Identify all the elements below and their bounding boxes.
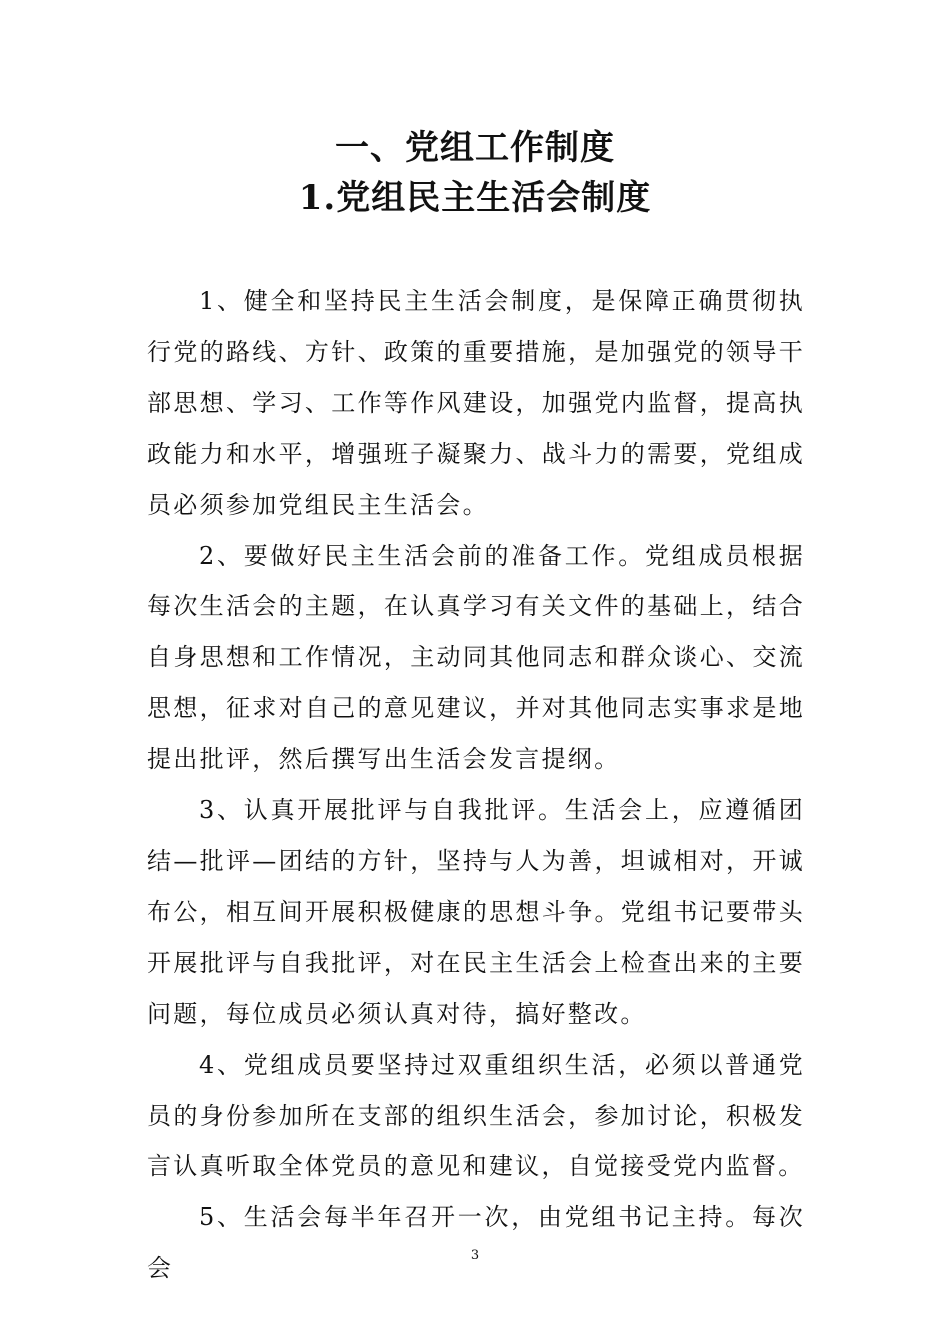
paragraph-5: 5、生活会每半年召开一次，由党组书记主持。每次会 bbox=[147, 1203, 805, 1283]
paragraph-4: 4、党组成员要坚持过双重组织生活，必须以普通党员的身份参加所在支部的组织生活会，参加讨论，积极发言认真听取全体党员的意见和建议，自觉接受党内监督。 bbox=[147, 1050, 805, 1181]
document-body bbox=[147, 276, 805, 1294]
paragraph-3: 3、认真开展批评与自我批评。生活会上，应遵循团结—批评—团结的方针，坚持与人为善，坦诚相对，开诚布公，相互间开展积极健康的思想斗争。党组书记要带头开展批评与自我批评，对在民主生活会上检查出来的主要问题，每位成员必须认真对待，搞好整改。 bbox=[147, 796, 805, 1028]
paragraph-2: 2、要做好民主生活会前的准备工作。党组成员根据每次生活会的主题，在认真学习有关文件的基础上，结合自身思想和工作情况，主动同其他同志和群众谈心、交流思想，征求对自己的意见建议，并对其他同志实事求是地提出批评，然后撰写出生活会发言提纲。 bbox=[147, 541, 805, 774]
paragraph-1: 1、健全和坚持民主生活会制度，是保障正确贯彻执行党的路线、方针、政策的重要措施，是加强党的领导干部思想、学习、工作等作风建设，加强党内监督，提高执政能力和水平，增强班子凝聚力、战斗力的需要，党组成员必须参加党组民主生活会。 bbox=[147, 287, 805, 519]
document-title: 1.党组民主生活会制度 bbox=[298, 178, 652, 218]
page-number: 3 bbox=[470, 1248, 480, 1263]
section-title: 一、党组工作制度 bbox=[335, 128, 615, 168]
